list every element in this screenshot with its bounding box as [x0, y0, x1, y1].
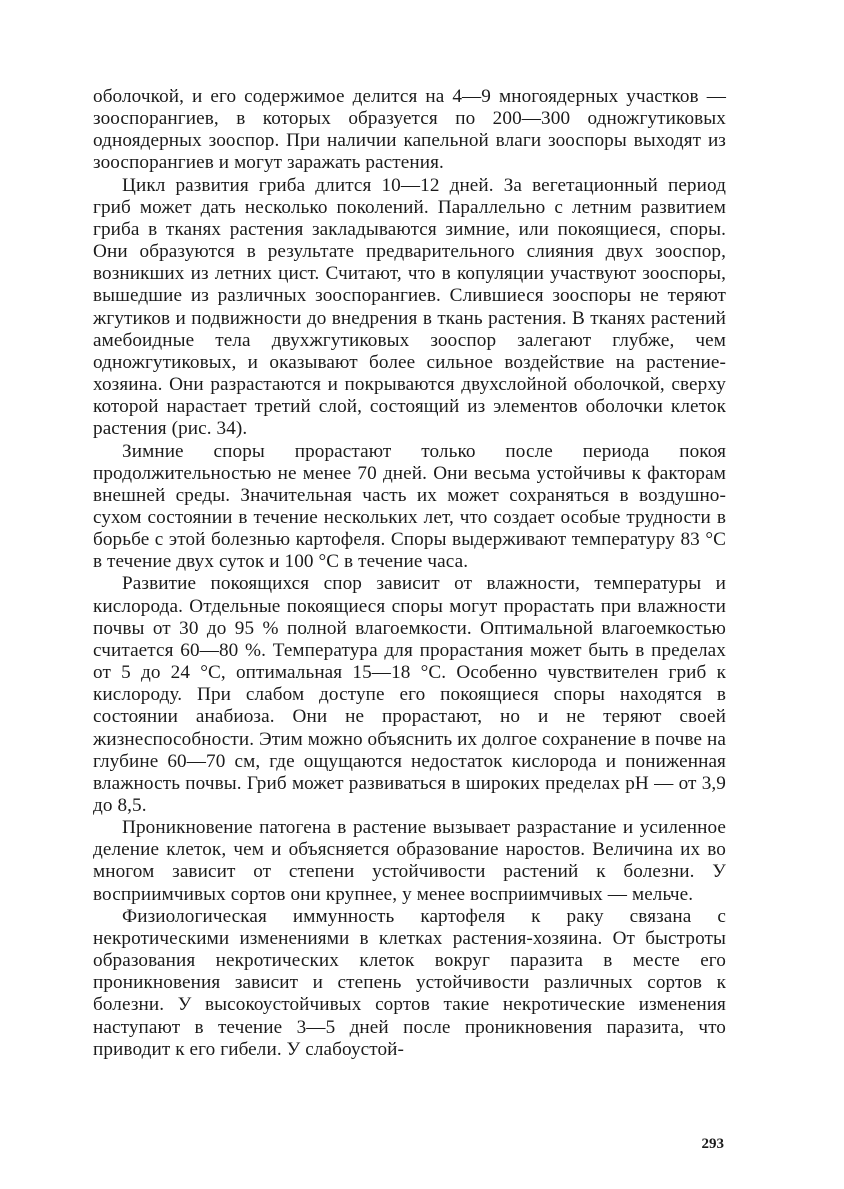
- paragraph-development-cycle: Цикл развития гриба длится 10—12 дней. За вегетационный период гриб может дать несколько поколений. Параллельно с летним развитием гриба в тканях растения закладываются зимние, или покоящиеся, споры. Они образуются в результате предварительного слияния двух зооспор, возникших из летних цист. Считают, что в копуляции участвуют зооспоры, вышедшие из различных зооспорангиев. Слившиеся зооспоры не теряют жгутиков и подвижности до внедрения в ткань растения. В тканях растений амебоидные тела двухжгутиковых зооспор залегают глубже, чем одножгутиковых, и оказывают более сильное воздействие на растение-хозяина. Они разрастаются и покрываются двухслойной оболочкой, сверху которой нарастает третий слой, состоящий из элементов оболочки клеток растения (рис. 34).: [93, 174, 726, 440]
- page-body: [93, 86, 726, 1061]
- paragraph-pathogen-penetration: Проникновение патогена в растение вызывает разрастание и усиленное деление клеток, чем и объясняется образование наростов. Величина их во многом зависит от степени устойчивости растений к болезни. У восприимчивых сортов они крупнее, у менее восприимчивых — мельче.: [93, 817, 726, 905]
- paragraph-resting-spores: Развитие покоящихся спор зависит от влажности, температуры и кислорода. Отдельные покоящиеся споры могут прорастать при влажности почвы от 30 до 95 % полной влагоемкости. Оптимальной влагоемкостью считается 60—80 %. Температура для прорастания может быть в пределах от 5 до 24 °С, оптимальная 15—18 °С. Особенно чувствителен гриб к кислороду. При слабом доступе его покоящиеся споры находятся в состоянии анабиоза. Они не прорастают, но и не теряют своей жизнеспособности. Этим можно объяснить их долгое сохранение в почве на глубине 60—70 см, где ощущаются недостаток кислорода и пониженная влажность почвы. Гриб может развиваться в широких пределах рН — от 3,9 до 8,5.: [93, 573, 727, 816]
- paragraph-continuation: оболочкой, и его содержимое делится на 4—9 многоядерных участков — зооспорангиев, в которых образуется по 200—300 одножгутиковых одноядерных зооспор. При наличии капельной влаги зооспоры выходят из зооспорангиев и могут заражать растения.: [93, 86, 726, 174]
- paragraph-physiological-immunity: Физиологическая иммунность картофеля к раку связана с некротическими изменениями в клетках растения-хозяина. От быстроты образования некротических клеток вокруг паразита в месте его проникновения зависит и степень устойчивости различных сортов к болезни. У высокоустойчивых сортов такие некротические изменения наступают в течение 3—5 дней после проникновения паразита, что приводит к его гибели. У слабоустой-: [93, 905, 726, 1060]
- paragraph-winter-spores: Зимние споры прорастают только после периода покоя продолжительностью не менее 70 дней. Они весьма устойчивы к факторам внешней среды. Значительная часть их может сохраняться в воздушно-сухом состоянии в течение нескольких лет, что создает особые трудности в борьбе с этой болезнью картофеля. Споры выдерживают температуру 83 °С в течение двух суток и 100 °С в течение часа.: [93, 440, 726, 573]
- page-number: 293: [701, 1136, 724, 1152]
